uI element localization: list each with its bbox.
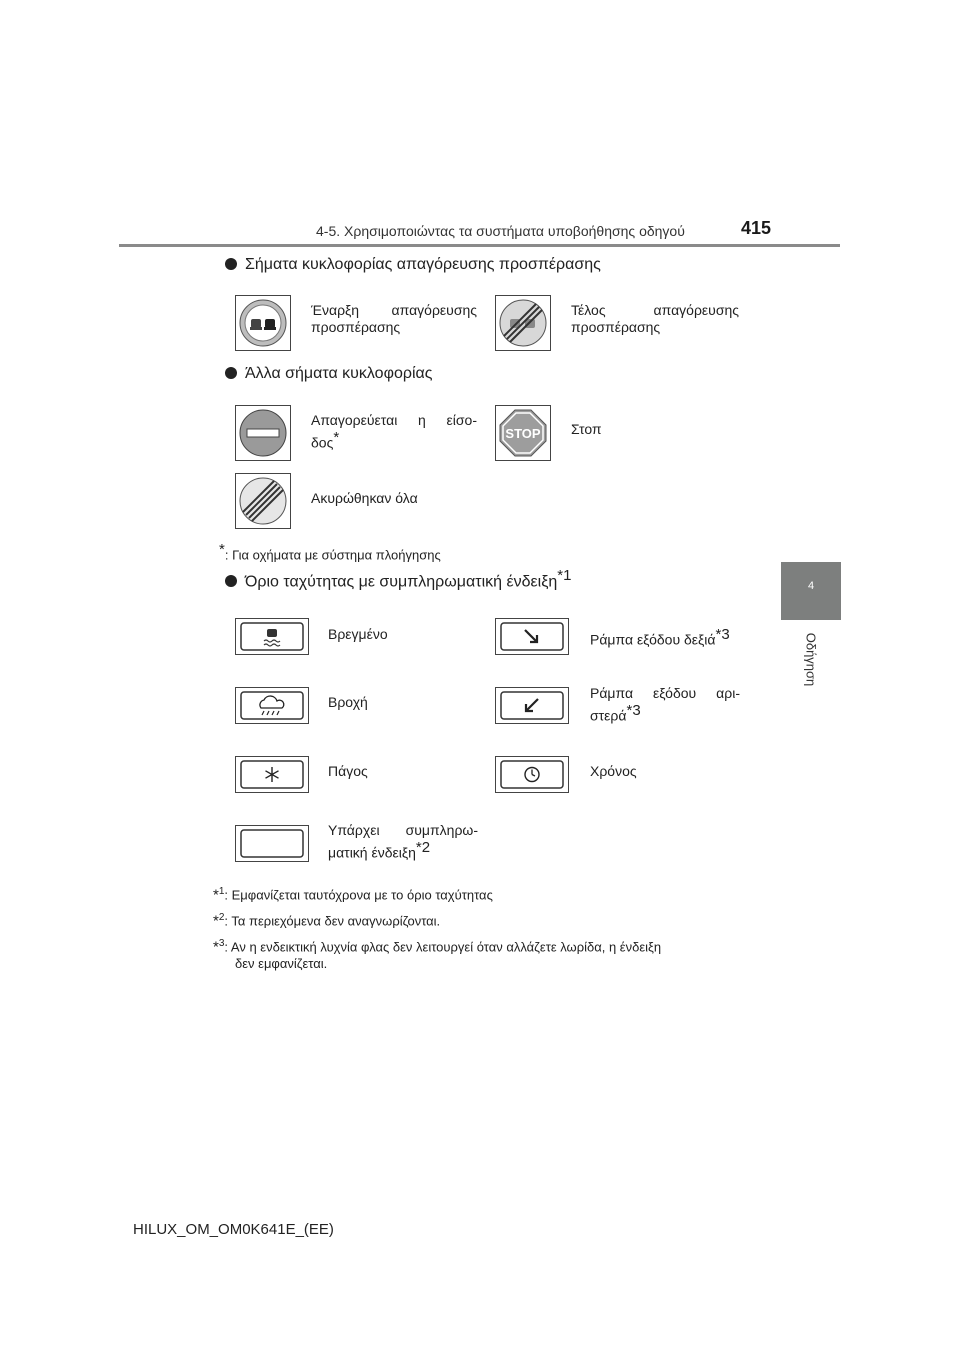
overtaking-heading: Σήματα κυκλοφορίας απαγόρευσης προσπέρασης xyxy=(225,256,601,274)
wet-label: Βρεγμένο xyxy=(328,626,388,642)
nav-note: *: Για οχήματα με σύστημα πλοήγησης xyxy=(219,541,441,563)
bullet-icon xyxy=(225,258,237,270)
overtaking-end-label: Τέλος απαγόρευσης προσπέρασης xyxy=(571,302,739,335)
stop-sign-icon xyxy=(495,405,551,461)
rain-sign-icon xyxy=(235,687,309,724)
exit-left-label: Ράμπα εξόδου αρι- στερά$^{*3}$ xyxy=(590,685,740,724)
exit-left-sign-icon xyxy=(495,687,569,724)
supplementary-present-sign-icon xyxy=(235,825,309,862)
chapter-tab[interactable] xyxy=(781,562,841,620)
page-number: 415 xyxy=(741,218,772,238)
overtaking-start-label: Έναρξη απαγόρευσης προσπέρασης xyxy=(311,302,477,335)
section-title: 4-5. Χρησιμοποιώντας τα συστήματα υποβοήθησης οδηγού xyxy=(316,223,685,239)
time-label: Χρόνος xyxy=(590,763,637,779)
no-entry-sign-icon xyxy=(235,405,291,461)
wet-road-sign-icon xyxy=(235,618,309,655)
exit-right-label: Ράμπα εξόδου δεξιά$^{*3}$ xyxy=(590,626,730,648)
ice-label: Πάγος xyxy=(328,763,368,779)
bullet-icon xyxy=(225,575,237,587)
bullet-icon xyxy=(225,367,237,379)
rain-label: Βροχή xyxy=(328,694,368,710)
stop-label: Στοπ xyxy=(571,421,602,437)
end-no-overtaking-sign-icon xyxy=(495,295,551,351)
no-overtaking-sign-icon xyxy=(235,295,291,351)
supplementary-present-label: Υπάρχει συμπληρω- ματική ένδειξη$^{*2}$ xyxy=(328,822,478,861)
no-entry-label: Απαγορεύεται η είσο- δος* xyxy=(311,412,477,451)
chapter-label: Οδήγηση xyxy=(803,632,819,687)
cancel-all-label: Ακυρώθηκαν όλα xyxy=(311,490,418,506)
end-all-restrictions-sign-icon xyxy=(235,473,291,529)
other-signs-heading: Άλλα σήματα κυκλοφορίας xyxy=(225,365,432,383)
chapter-number: 4 xyxy=(807,580,815,592)
footnote-3: *$^3$: Αν η ενδεικτική λυχνία φλας δεν λειτουργεί όταν αλλάζετε λωρίδα, η ένδειξη δεν εμφανίζεται. xyxy=(213,938,662,972)
footnote-1: *$^1$: Εμφανίζεται ταυτόχρονα με το όριο ταχύτητας xyxy=(213,886,493,904)
time-sign-icon xyxy=(495,756,569,793)
supplementary-heading: Όριο ταχύτητας με συμπληρωματική ένδειξη$^{*1}$ xyxy=(225,567,571,591)
footnote-2: *$^2$: Τα περιεχόμενα δεν αναγνωρίζονται. xyxy=(213,912,441,930)
header-divider xyxy=(119,244,840,247)
exit-right-sign-icon xyxy=(495,618,569,655)
document-code: HILUX_OM_OM0K641E_(EE) xyxy=(133,1221,334,1238)
stop-sign-text: STOP xyxy=(505,426,541,441)
ice-sign-icon xyxy=(235,756,309,793)
